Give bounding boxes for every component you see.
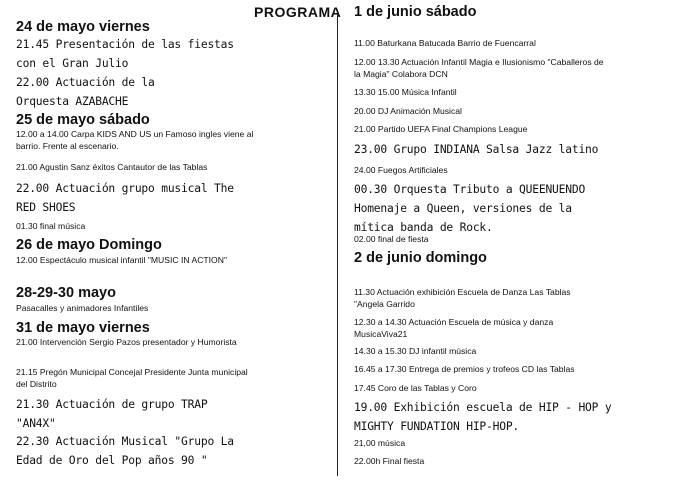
day-heading-may24: 24 de mayo viernes [16, 19, 150, 35]
event-item: 11.30 Actuación exhibición Escuela de Danza Las Tablas "Angela Garrido [354, 287, 571, 309]
event-item: 21.00 Partido UEFA Final Champions League [354, 124, 528, 134]
event-item: 16.45 a 17.30 Entrega de premios y trofeos CD las Tablas [354, 364, 575, 374]
event-item: 21.00 Agustin Sanz éxitos Cantautor de las Tablas [16, 162, 208, 172]
day-heading-may26: 26 de mayo Domingo [16, 237, 162, 253]
event-item: 22.00 Actuación de la Orquesta AZABACHE [16, 76, 155, 108]
event-item: 22.30 Actuación Musical "Grupo La Edad de Oro del Pop años 90 " [16, 435, 234, 467]
event-item: 22.00 Actuación grupo musical The RED SHOES [16, 182, 234, 214]
event-item: 20.00 DJ Animación Musical [354, 106, 462, 116]
event-item: Pasacalles y animadores Infantiles [16, 303, 149, 313]
event-item: 11.00 Baturkana Batucada Barrio de Fuencarral [354, 38, 536, 48]
event-item: 14.30 a 15.30 DJ infantil música [354, 346, 477, 356]
event-item: 21.15 Pregón Municipal Concejal Presidente Junta municipal del Distrito [16, 367, 248, 389]
day-heading-may25: 25 de mayo sábado [16, 112, 150, 128]
event-item: 02.00 final de fiesta [354, 234, 429, 244]
day-heading-may31: 31 de mayo viernes [16, 320, 150, 336]
event-item: 22.00h Final fiesta [354, 456, 425, 466]
event-item: 12.00 a 14.00 Carpa KIDS AND US un Famoso ingles viene al barrio. Frente al escenario. [16, 129, 254, 151]
event-item: 21.45 Presentación de las fiestas con el Gran Julio [16, 38, 234, 70]
event-item: 00.30 Orquesta Tributo a QUEENUENDO Homenaje a Queen, versiones de la mítica banda de Rock. [354, 183, 586, 234]
event-item: 13.30 15.00 Música Infantil [354, 87, 457, 97]
event-item: 12.30 a 14.30 Actuación Escuela de música y danza MusicaViva21 [354, 317, 554, 339]
event-item: 21.00 Intervención Sergio Pazos presentador y Humorista [16, 337, 237, 347]
event-item: 01.30 final música [16, 221, 86, 231]
event-item: 12.00 13.30 Actuación Infantil Magia e Ilusionismo "Caballeros de la Magia" Colabora DCN [354, 57, 604, 79]
event-item: 17.45 Coro de las Tablas y Coro [354, 383, 477, 393]
event-item: 21,00 música [354, 438, 406, 448]
event-item: 21.30 Actuación de grupo TRAP "AN4X" [16, 398, 208, 430]
event-item: 24.00 Fuegos Artificiales [354, 165, 448, 175]
day-heading-jun1: 1 de junio sábado [354, 4, 477, 20]
event-item: 23.00 Grupo INDIANA Salsa Jazz latino [354, 143, 599, 156]
event-item: 19.00 Exhibición escuela de HIP - HOP y MIGHTY FUNDATION HIP-HOP. [354, 401, 612, 433]
column-divider [337, 14, 338, 476]
event-item: 12.00 Espectáculo musical infantil "MUSIC IN ACTION" [16, 255, 227, 265]
day-heading-jun2: 2 de junio domingo [354, 250, 487, 266]
day-heading-may28: 28-29-30 mayo [16, 285, 116, 301]
page-title: PROGRAMA [254, 4, 342, 20]
